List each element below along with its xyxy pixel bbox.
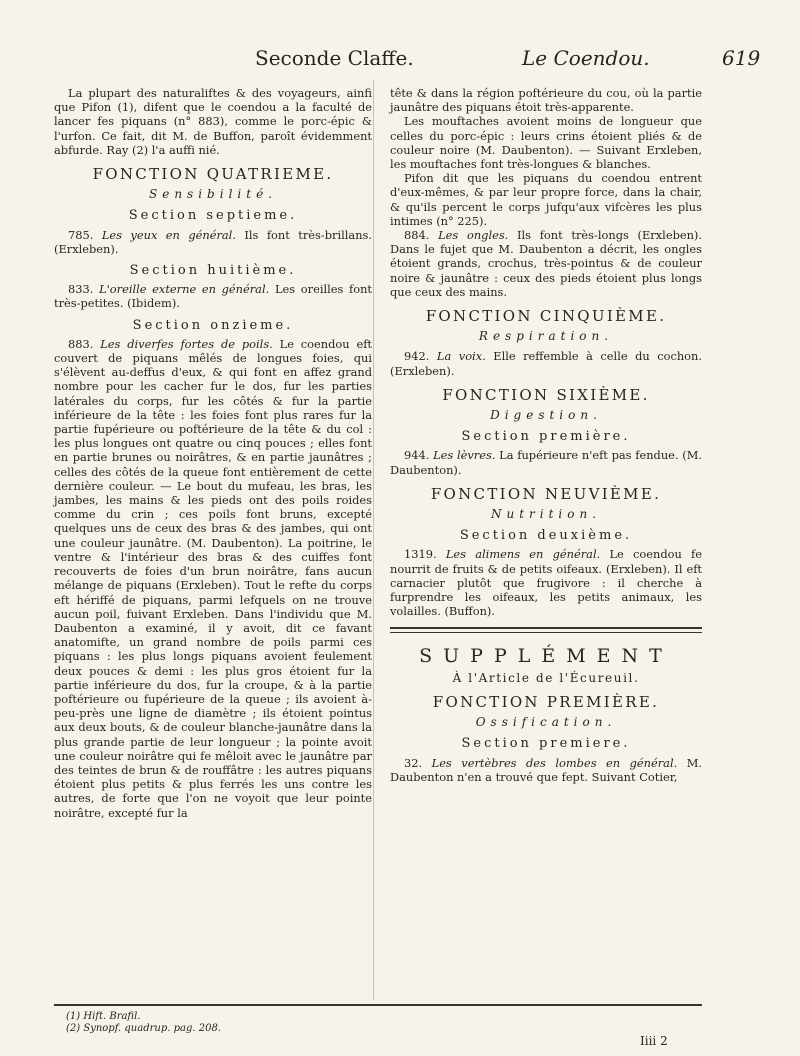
section-8: Section huitième. [129, 263, 297, 279]
entry-number: 1319. [404, 547, 437, 562]
footer-rule [54, 1004, 702, 1006]
entry-text: Les oreilles font très-petites. (Ibidem). [54, 282, 373, 311]
entry-number: 833. [68, 282, 94, 297]
heading-fonction-6: FONCTION SIXIÈME. [442, 385, 650, 404]
entry-number: 32. [404, 755, 423, 770]
section-2: Section deuxième. [459, 528, 633, 544]
paragraph-883 [54, 337, 372, 820]
footnote-1: (1) Hift. Brafil. [66, 1011, 141, 1022]
paragraph-moustaches: Les mouftaches avoient moins de longueur que celles du porc-épic : leurs crins étoient pliés & de couleur noire (M. Daubenton). — Suivant Erxleben, les mouftaches font très-longues & blanches. [390, 114, 702, 172]
paragraph-884 [390, 228, 702, 299]
section-7: Section septieme. [128, 208, 298, 224]
heading-article: À l'Article de l'Écureuil. [452, 670, 640, 685]
paragraph-pison: Pifon dit que les piquans du coendou entrent d'eux-mêmes, & par leur propre force, dans la chair, & qu'ils percent le corps jufqu'aux vifcères les plus intimes (n° 225). [390, 171, 702, 228]
header-title: Le Coendou. [522, 46, 650, 70]
entry-text: Le coendou eft couvert de piquans mêlés de longues foies, qui s'élèvent au-deffus d'eux, & qui font en affez grand nombre pour les cacher fur le dos, fur les parties latérales du corps, fur les côtés & fur la partie inférieure de la tête : les foies font plus rares fur la partie fupérieure ou poftérieure de la tête & du col : les plus longues ont quatre ou cinq pouces ; elles font en partie brunes ou noirâtres, & en partie jaunâtres ; celles des côtés de la queue font entièrement de cette dernière couleur. — Le bout du mufeau, les bras, les jambes, les mains & les pieds ont des poils roides comme du crin ; ces poils font bruns, excepté quelques uns de ceux des bras & des jambes, qui ont une couleur jaunâtre. (M. Daubenton). La poitrine, le ventre & l'intérieur des bras & des cuiffes font recouverts de foies d'un brun noirâtre, fans aucun mélange de piquans (Erxleben). Tout le refte du corps eft hériffé de piquans, parmi lefquels on ne trouve aucun poil, fuivant Erxleben. Dans l'individu que M. Daubenton a examiné, il y avoit, dit ce favant anatomifte, un grand nombre de poils parmi ces piquans : les plus longs piquans avoient feulement deux pouces & demi : les plus gros étoient fur la partie inférieure du dos, fur la croupe, & à la partie poftérieure ou fupérieure de la queue ; ils avoient à-peu-près une ligne de diamètre ; ils étoient pointus aux deux bouts, & de couleur blanche-jaunâtre dans la plus grande partie de leur longueur ; la pointe avoit une couleur noirâtre qui fe mêloit avec le jaunâtre par des teintes de brun & de rouffâtre : les autres piquans étoient plus petits & plus ferrés les uns contre les autres, de forte que l'on ne voyoit que leur pointe noirâtre, excepté fur la [54, 336, 372, 820]
entry-text: La fupérieure n'eft pas fendue. (M. Daubenton). [390, 448, 702, 477]
heading-fonction-1: FONCTION PREMIÈRE. [432, 692, 660, 711]
section-11: Section onzieme. [132, 317, 294, 333]
entry-number: 785. [68, 227, 94, 242]
entry-text: M. Daubenton n'en a trouvé que fept. Suivant Cotier, [390, 755, 703, 784]
paragraph-1319 [390, 547, 702, 618]
entry-number: 942. [404, 349, 430, 364]
signature-mark: Iiii 2 [640, 1034, 668, 1048]
running-header [0, 46, 800, 72]
entry-title: Les ongles. [438, 228, 509, 243]
paragraph-944 [390, 448, 702, 476]
entry-title: Les diverfes fortes de poils. [100, 336, 273, 351]
left-column [54, 86, 372, 820]
paragraph-785 [54, 228, 372, 256]
entry-title: La voix. [436, 349, 486, 364]
entry-title: Les yeux en général. [101, 227, 236, 242]
entry-text: Ils font très-longs (Erxleben). Dans le fujet que M. Daubenton a décrit, les ongles étoient grands, crochus, très-pointus & de couleur noire & jaunâtre : ceux des pieds étoient plus longs que ceux des mains. [390, 228, 702, 299]
subheading-sensibilite: Sensibilité. [149, 187, 277, 202]
subheading-nutrition: Nutrition. [490, 507, 602, 522]
entry-text: Le coendou fe nourrit de fruits & de petits oifeaux. (Erxleben). Il eft carnacier plutôt que frugivore : il cherche à furprendre les oifeaux, les petits animaux, les volailles. (Buffon). [390, 547, 702, 619]
paragraph-continued: tête & dans la région poftérieure du cou, où la partie jaunâtre des piquans étoit très-apparente. [390, 86, 702, 115]
section-premiere: Section premiere. [461, 736, 631, 752]
entry-title: Les alimens en général. [445, 547, 601, 562]
ornamental-rule [390, 627, 702, 633]
entry-title: Les lèvres. [433, 448, 496, 463]
entry-number: 884. [404, 228, 430, 243]
entry-title: Les vertèbres des lombes en général. [431, 755, 678, 770]
header-class: Seconde Claffe. [255, 46, 414, 70]
entry-text: Elle reffemble à celle du cochon. (Erxleben). [390, 349, 702, 378]
heading-fonction-5: FONCTION CINQUIÈME. [425, 307, 667, 326]
heading-fonction-9: FONCTION NEUVIÈME. [430, 484, 662, 503]
section-1: Section première. [461, 429, 631, 445]
entry-number: 883. [68, 336, 94, 351]
footnotes [66, 1011, 221, 1035]
heading-fonction-4: FONCTION QUATRIEME. [92, 165, 334, 184]
footnote-2: (2) Synopf. quadrup. pag. 208. [66, 1023, 221, 1034]
subheading-digestion: Digestion. [490, 408, 602, 423]
paragraph-833 [54, 282, 372, 310]
paragraph-32 [390, 756, 702, 784]
paragraph-942 [390, 349, 702, 377]
subheading-ossification: Ossification. [475, 715, 617, 730]
entry-number: 944. [404, 448, 430, 463]
right-column [390, 86, 702, 784]
heading-supplement: SUPPLÉMENT [419, 644, 673, 667]
column-divider [373, 80, 374, 1000]
entry-text: Ils font très-brillans. (Erxleben). [54, 227, 372, 256]
page-number: 619 [722, 46, 761, 70]
paragraph-intro: La plupart des naturaliftes & des voyageurs, ainfi que Pifon (1), difent que le coendou a la faculté de lancer fes piquans (n° 883), comme le porc-épic & l'urfon. Ce fait, dit M. de Buffon, paroît évidemment abfurde. Ray (2) l'a auffi nié. [54, 86, 372, 157]
entry-title: L'oreille externe en général. [99, 282, 270, 297]
subheading-respiration: Respiration. [478, 329, 614, 344]
